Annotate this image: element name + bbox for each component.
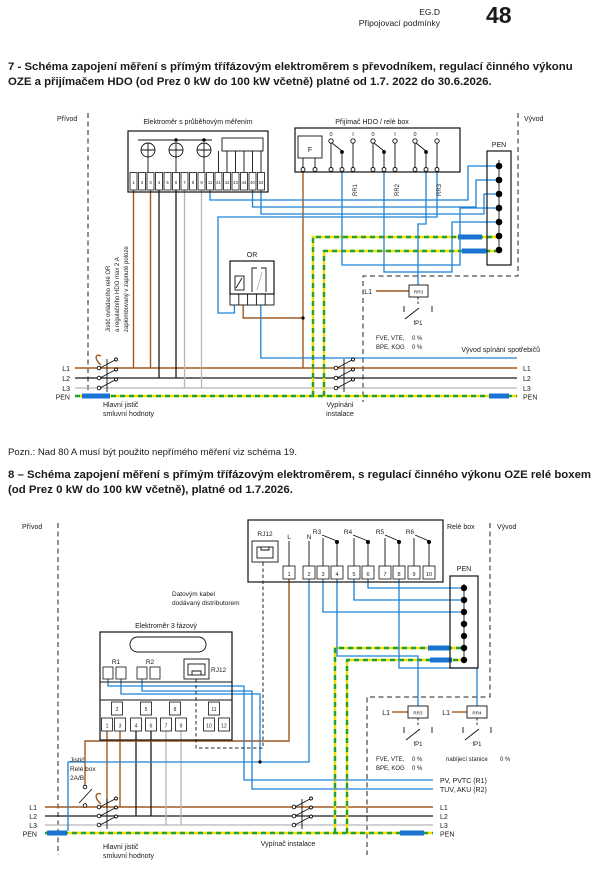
d1-term: 43: [233, 180, 238, 185]
d1-control-wires: [207, 166, 517, 358]
d2-n-label: N: [306, 534, 312, 541]
d1-term: 7: [183, 180, 186, 185]
sw-pos-1: I: [352, 132, 354, 138]
d2-r5-label: R5: [375, 529, 385, 536]
d1-rr3-coil: [364, 285, 432, 351]
d1-receiver-title: Přijímač HDO / relé box: [335, 119, 409, 126]
d1-switch-rr1: [329, 132, 355, 172]
d1-term: 11: [207, 180, 213, 185]
d2-term: 10: [206, 723, 212, 730]
note-text: Pozn.: Nad 80 A musí být použito nepřímého měření viz schéma 19.: [8, 447, 298, 458]
d2-sub-breaker-label: Relé box: [70, 766, 96, 773]
d1-pct: 0 %: [412, 336, 423, 342]
seal-note-line: Jistič ovládacího relé OR: [106, 265, 112, 332]
d2-out-r1: PV, PVTC (R1): [440, 778, 487, 785]
d1-term: 6: [174, 180, 178, 185]
d2-relay-terminals: [283, 566, 435, 579]
d1-main-breaker-label: Hlavní jistič: [103, 402, 139, 409]
d1-coil-l1: L1: [364, 289, 372, 296]
d2-pen-bar: [450, 566, 478, 668]
d2-r6-label: R6: [405, 529, 415, 536]
sw-pos-0: 0: [371, 132, 375, 138]
d1-main-breaker: [96, 355, 154, 418]
d2-meter-rj12-label: RJ12: [211, 667, 227, 674]
d2-term: 7: [164, 723, 168, 730]
d2-term: 9: [179, 723, 183, 730]
d2-term: 3: [118, 723, 122, 730]
d2-pct: 0 %: [500, 757, 511, 763]
d1-vyvod-label: Vývod: [524, 116, 544, 123]
d2-rr3-coil: [376, 706, 432, 772]
d2-term: 5: [144, 707, 148, 713]
d1-rr3-label: RR3: [437, 183, 443, 196]
d2-coil-l1: L1: [442, 710, 450, 717]
d2-data-cable-label: dodávaný distributorem: [172, 600, 240, 607]
bus-label: L3: [523, 386, 531, 393]
bus-label: L3: [62, 386, 70, 393]
d1-f-label: F: [307, 147, 313, 154]
d2-main-breaker-label: Hlavní jistič: [103, 844, 139, 851]
d2-load-fve: FVE, VTE,: [376, 757, 405, 763]
d1-or-label: OR: [246, 252, 258, 259]
d2-switch-label: Vypínač instalace: [260, 841, 316, 848]
d2-main-breaker-label: smluvní hodnoty: [103, 853, 154, 860]
d2-coil-l1: L1: [382, 710, 390, 717]
d2-meter-terminals-top: [112, 702, 220, 715]
d2-pct: 0 %: [412, 766, 423, 772]
d1-term: 1: [132, 180, 135, 185]
doc-subtitle: Připojovací podmínky: [358, 17, 440, 28]
d1-term: 5: [166, 180, 169, 185]
d2-rj12-label: RJ12: [257, 531, 273, 538]
d2-term: 4: [134, 723, 138, 730]
d1-term: 2: [140, 180, 144, 185]
d2-term: 5: [352, 572, 356, 578]
bus-label: PEN: [523, 394, 538, 402]
d2-term: 2: [115, 707, 119, 713]
d2-term: 8: [173, 707, 177, 713]
bus-label: PEN: [55, 394, 70, 402]
d2-term: 6: [366, 572, 370, 578]
d1-pen-bar: [487, 142, 511, 265]
d1-main-breaker-label: smluvní hodnoty: [103, 411, 154, 418]
d1-term: 41: [216, 180, 221, 185]
d1-term: 63: [258, 180, 264, 185]
d1-phase-wires: [75, 172, 517, 388]
d1-term: 44: [241, 180, 247, 185]
d2-privod-label: Přívod: [22, 524, 43, 531]
d2-pct: 0 %: [412, 757, 423, 763]
d1-term: 9: [200, 180, 203, 185]
seal-note-line: a regulačního HDO max 2 A: [115, 257, 121, 332]
header: [140, 7, 440, 28]
d2-relay-box-label: Relé box: [447, 524, 475, 531]
d2-term: 6: [149, 723, 153, 730]
d1-switch-rr2: [371, 132, 397, 172]
d1-meter: [128, 118, 268, 192]
d1-fp1-label: fP1: [413, 321, 423, 327]
d1-switch-label: instalace: [326, 411, 354, 418]
d2-r3-label: R3: [312, 529, 322, 536]
d1-switch-label: Vypínání: [326, 402, 354, 409]
section-7-title: 7 - Schéma zapojení měření s přímým třífázovým elektroměrem s převodníkem, regulací činného výkonu OZE a přijímačem HDO (od Prez 0 kW do 100 kW včetně) platné od 1.7. 2022 do 30.6.2026.: [8, 61, 573, 89]
d2-term: 12: [221, 723, 227, 730]
d2-out-r2: TUV, AKU (R2): [440, 787, 487, 794]
d1-term: 40: [250, 180, 255, 185]
d1-terminal-strip: [130, 173, 265, 191]
brand-text: EG.D: [419, 7, 440, 17]
d2-term: 2: [307, 572, 311, 578]
d1-load-fve: FVE, VTE,: [376, 336, 405, 342]
d2-sub-breaker-label: 2A/B: [70, 775, 85, 782]
bus-label: PEN: [440, 831, 455, 839]
d1-term: 42: [224, 180, 230, 185]
section-8-title: 8 – Schéma zapojení měření s přímým třífázovým elektroměrem, s regulací činného výkonu OZE relé boxem (od Prez 0 kW do 100 kW včetně), platné od 1.7.2026.: [8, 469, 592, 497]
d2-data-cable-label: Datovým kabel: [172, 591, 215, 598]
diagram-8: [0, 515, 600, 875]
bus-label: L2: [440, 814, 448, 821]
d2-output-labels: [440, 778, 487, 794]
d2-term: 3: [321, 572, 325, 578]
d2-installation-switch: [261, 797, 316, 848]
bus-label: L1: [29, 805, 37, 812]
d2-rr4-label: RR4: [472, 710, 482, 716]
d2-meter-terminals-bottom: [102, 718, 230, 731]
d2-data-cable: [172, 562, 263, 748]
d1-rr2-label: RR2: [395, 183, 401, 196]
page-number: 48: [486, 2, 512, 28]
d1-rr3-coil-label: RR3: [413, 289, 424, 295]
d2-vyvod-label: Vývod: [497, 524, 517, 531]
d2-meter: [100, 623, 232, 740]
d1-pct: 0 %: [412, 345, 423, 351]
d1-or-relay: [230, 252, 274, 305]
d2-term: 7: [383, 572, 387, 578]
sw-pos-1: I: [436, 132, 438, 138]
d2-r4-label: R4: [343, 529, 353, 536]
d1-term: 8: [191, 180, 195, 185]
d1-privod-label: Přívod: [57, 116, 78, 123]
diagram-7: [0, 108, 600, 448]
d2-term: 1: [105, 723, 109, 730]
d1-load-bpe: BPE, KOG: [376, 345, 405, 351]
d2-phase-wires: [45, 731, 433, 825]
d2-sub-breaker: [70, 757, 96, 807]
d1-term: 4: [157, 180, 161, 185]
d2-rr4-coil: [442, 706, 511, 763]
d2-fp1-label: fP1: [413, 742, 423, 748]
d2-term: 1: [287, 572, 291, 578]
bus-label: L2: [29, 814, 37, 821]
seal-note-line: zaplombovaný v zapnuté poloze: [124, 246, 130, 332]
sw-pos-0: 0: [413, 132, 417, 138]
bus-label: L2: [523, 376, 531, 383]
d2-term: 11: [211, 707, 217, 713]
d2-meter-title: Elektroměr 3 fázový: [135, 623, 197, 630]
bus-label: L2: [62, 376, 70, 383]
d2-pen-label: PEN: [456, 566, 472, 573]
d1-output-label: Vývod spínání spotřebičů: [461, 347, 540, 354]
d2-term: 10: [425, 572, 433, 578]
sw-pos-1: I: [394, 132, 396, 138]
d1-term: 3: [149, 180, 152, 185]
d1-pen-wires: [75, 237, 517, 396]
d2-term: 4: [335, 572, 339, 578]
d2-term: 8: [397, 572, 401, 578]
d1-meter-title: Elektroměr s průběhovým měřením: [143, 119, 253, 126]
d2-relay-box: [248, 520, 443, 582]
bus-label: L1: [440, 805, 448, 812]
d2-load-bpe: BPE, KOG: [376, 766, 405, 772]
d2-term: 9: [412, 572, 416, 578]
d2-control-wires: [68, 579, 477, 831]
d1-switch-rr3: [413, 132, 439, 172]
d2-rr3-label: RR3: [413, 710, 423, 716]
bus-label: L3: [440, 823, 448, 830]
d2-r1-label: R1: [111, 659, 121, 666]
d2-fp1-label: fP1: [472, 742, 482, 748]
d2-charging-label: nabíjecí stanice: [446, 757, 488, 763]
d2-main-breaker: [96, 794, 154, 860]
bus-label: L1: [523, 366, 531, 373]
d1-rr1-label: RR1: [353, 183, 359, 196]
bus-label: PEN: [22, 831, 37, 839]
bus-label: L1: [62, 366, 70, 373]
d2-r2-label: R2: [145, 659, 155, 666]
d1-hdo-receiver: [295, 119, 460, 196]
d2-sub-breaker-label: Jistič: [70, 757, 85, 764]
d1-pen-label: PEN: [491, 142, 507, 149]
sw-pos-0: 0: [329, 132, 333, 138]
bus-label: L3: [29, 823, 37, 830]
d2-l-label: L: [287, 534, 291, 541]
d1-seal-note: [106, 246, 130, 332]
